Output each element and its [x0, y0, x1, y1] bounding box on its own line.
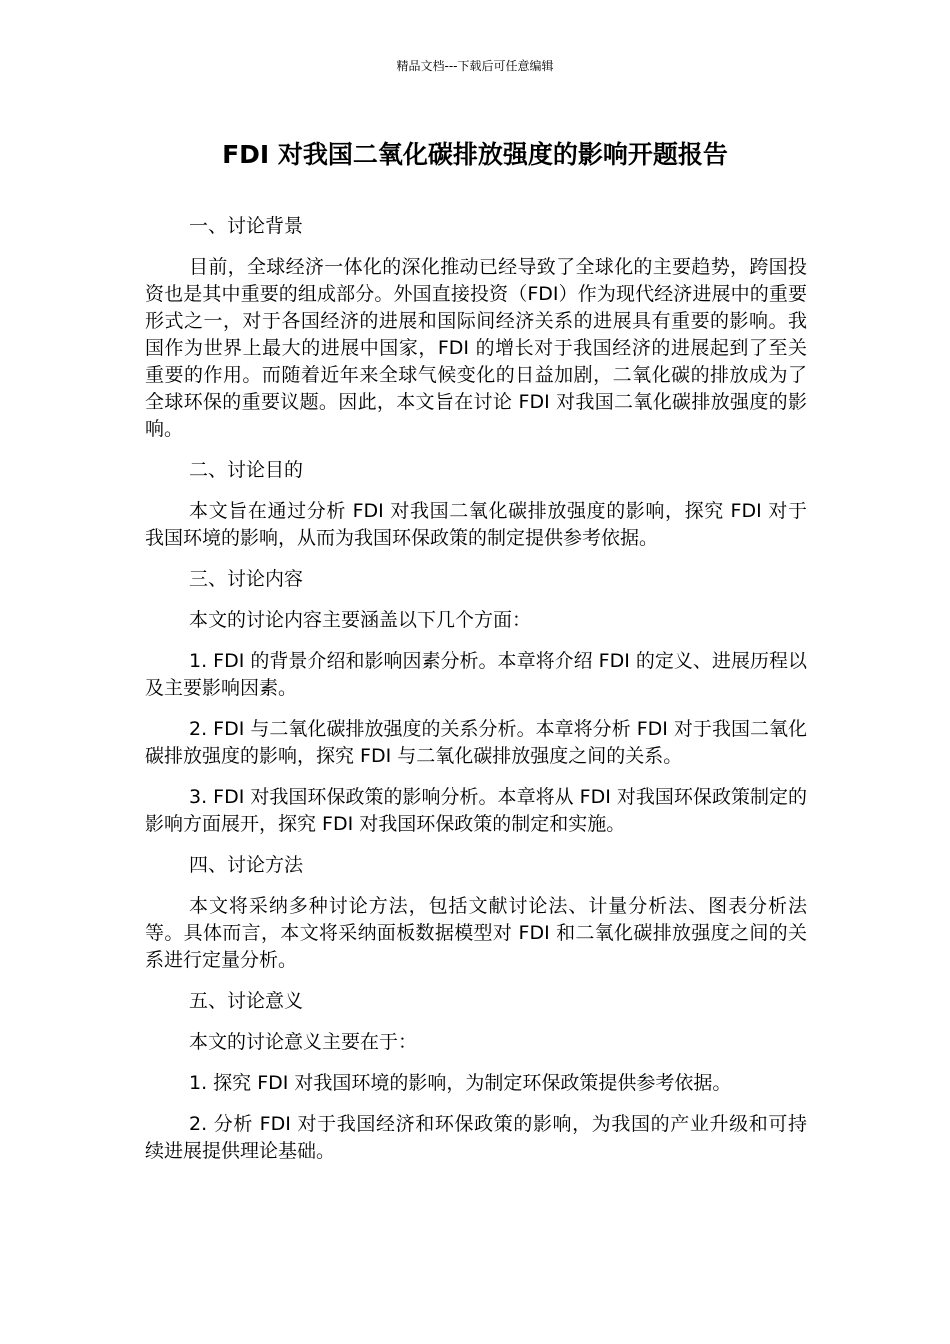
paragraph-content-intro: 本文的讨论内容主要涵盖以下几个方面： [189, 609, 532, 631]
paragraph-method: 本文将采纳多种讨论方法，包括文献讨论法、计量分析法、图表分析法等。具体而言，本文将采纳面板数据模型对 FDI 和二氧化碳排放强度之间的关系进行定量分析。 [145, 895, 807, 971]
section-heading-background: 一、讨论背景 [189, 215, 304, 237]
paragraph-content-item-1: 1. FDI 的背景介绍和影响因素分析。本章将介绍 FDI 的定义、进展历程以及主要影响因素。 [145, 650, 807, 699]
paragraph-content-item-3: 3. FDI 对我国环保政策的影响分析。本章将从 FDI 对我国环保政策制定的影响方面展开，探究 FDI 对我国环保政策的制定和实施。 [145, 786, 807, 835]
paragraph-content-item-2: 2. FDI 与二氧化碳排放强度的关系分析。本章将分析 FDI 对于我国二氧化碳排放强度的影响，探究 FDI 与二氧化碳排放强度之间的关系。 [145, 718, 807, 767]
section-heading-content: 三、讨论内容 [189, 568, 304, 590]
section-heading-method: 四、讨论方法 [189, 854, 304, 876]
document-body [145, 213, 807, 1179]
paragraph-significance-item-1: 1. 探究 FDI 对我国环境的影响，为制定环保政策提供参考依据。 [189, 1072, 732, 1094]
header-note: 精品文档---下载后可任意编辑 [396, 59, 554, 73]
paragraph-purpose: 本文旨在通过分析 FDI 对我国二氧化碳排放强度的影响，探究 FDI 对于我国环境的影响，从而为我国环保政策的制定提供参考依据。 [145, 500, 807, 549]
section-heading-purpose: 二、讨论目的 [189, 459, 304, 481]
document-title: FDI 对我国二氧化碳排放强度的影响开题报告 [222, 140, 728, 169]
paragraph-background: 目前，全球经济一体化的深化推动已经导致了全球化的主要趋势，跨国投资也是其中重要的组成部分。外国直接投资（FDI）作为现代经济进展中的重要形式之一，对于各国经济的进展和国际间经济关系的进展具有重要的影响。我国作为世界上最大的进展中国家，FDI 的增长对于我国经济的进展起到了至关重要的作用。而随着近年来全球气候变化的日益加剧，二氧化碳的排放成为了全球环保的重要议题。因此，本文旨在讨论 FDI 对我国二氧化碳排放强度的影响。 [145, 256, 807, 440]
paragraph-significance-item-2: 2. 分析 FDI 对于我国经济和环保政策的影响，为我国的产业升级和可持续进展提供理论基础。 [145, 1113, 807, 1162]
section-heading-significance: 五、讨论意义 [189, 990, 304, 1012]
paragraph-significance-intro: 本文的讨论意义主要在于： [189, 1031, 418, 1053]
